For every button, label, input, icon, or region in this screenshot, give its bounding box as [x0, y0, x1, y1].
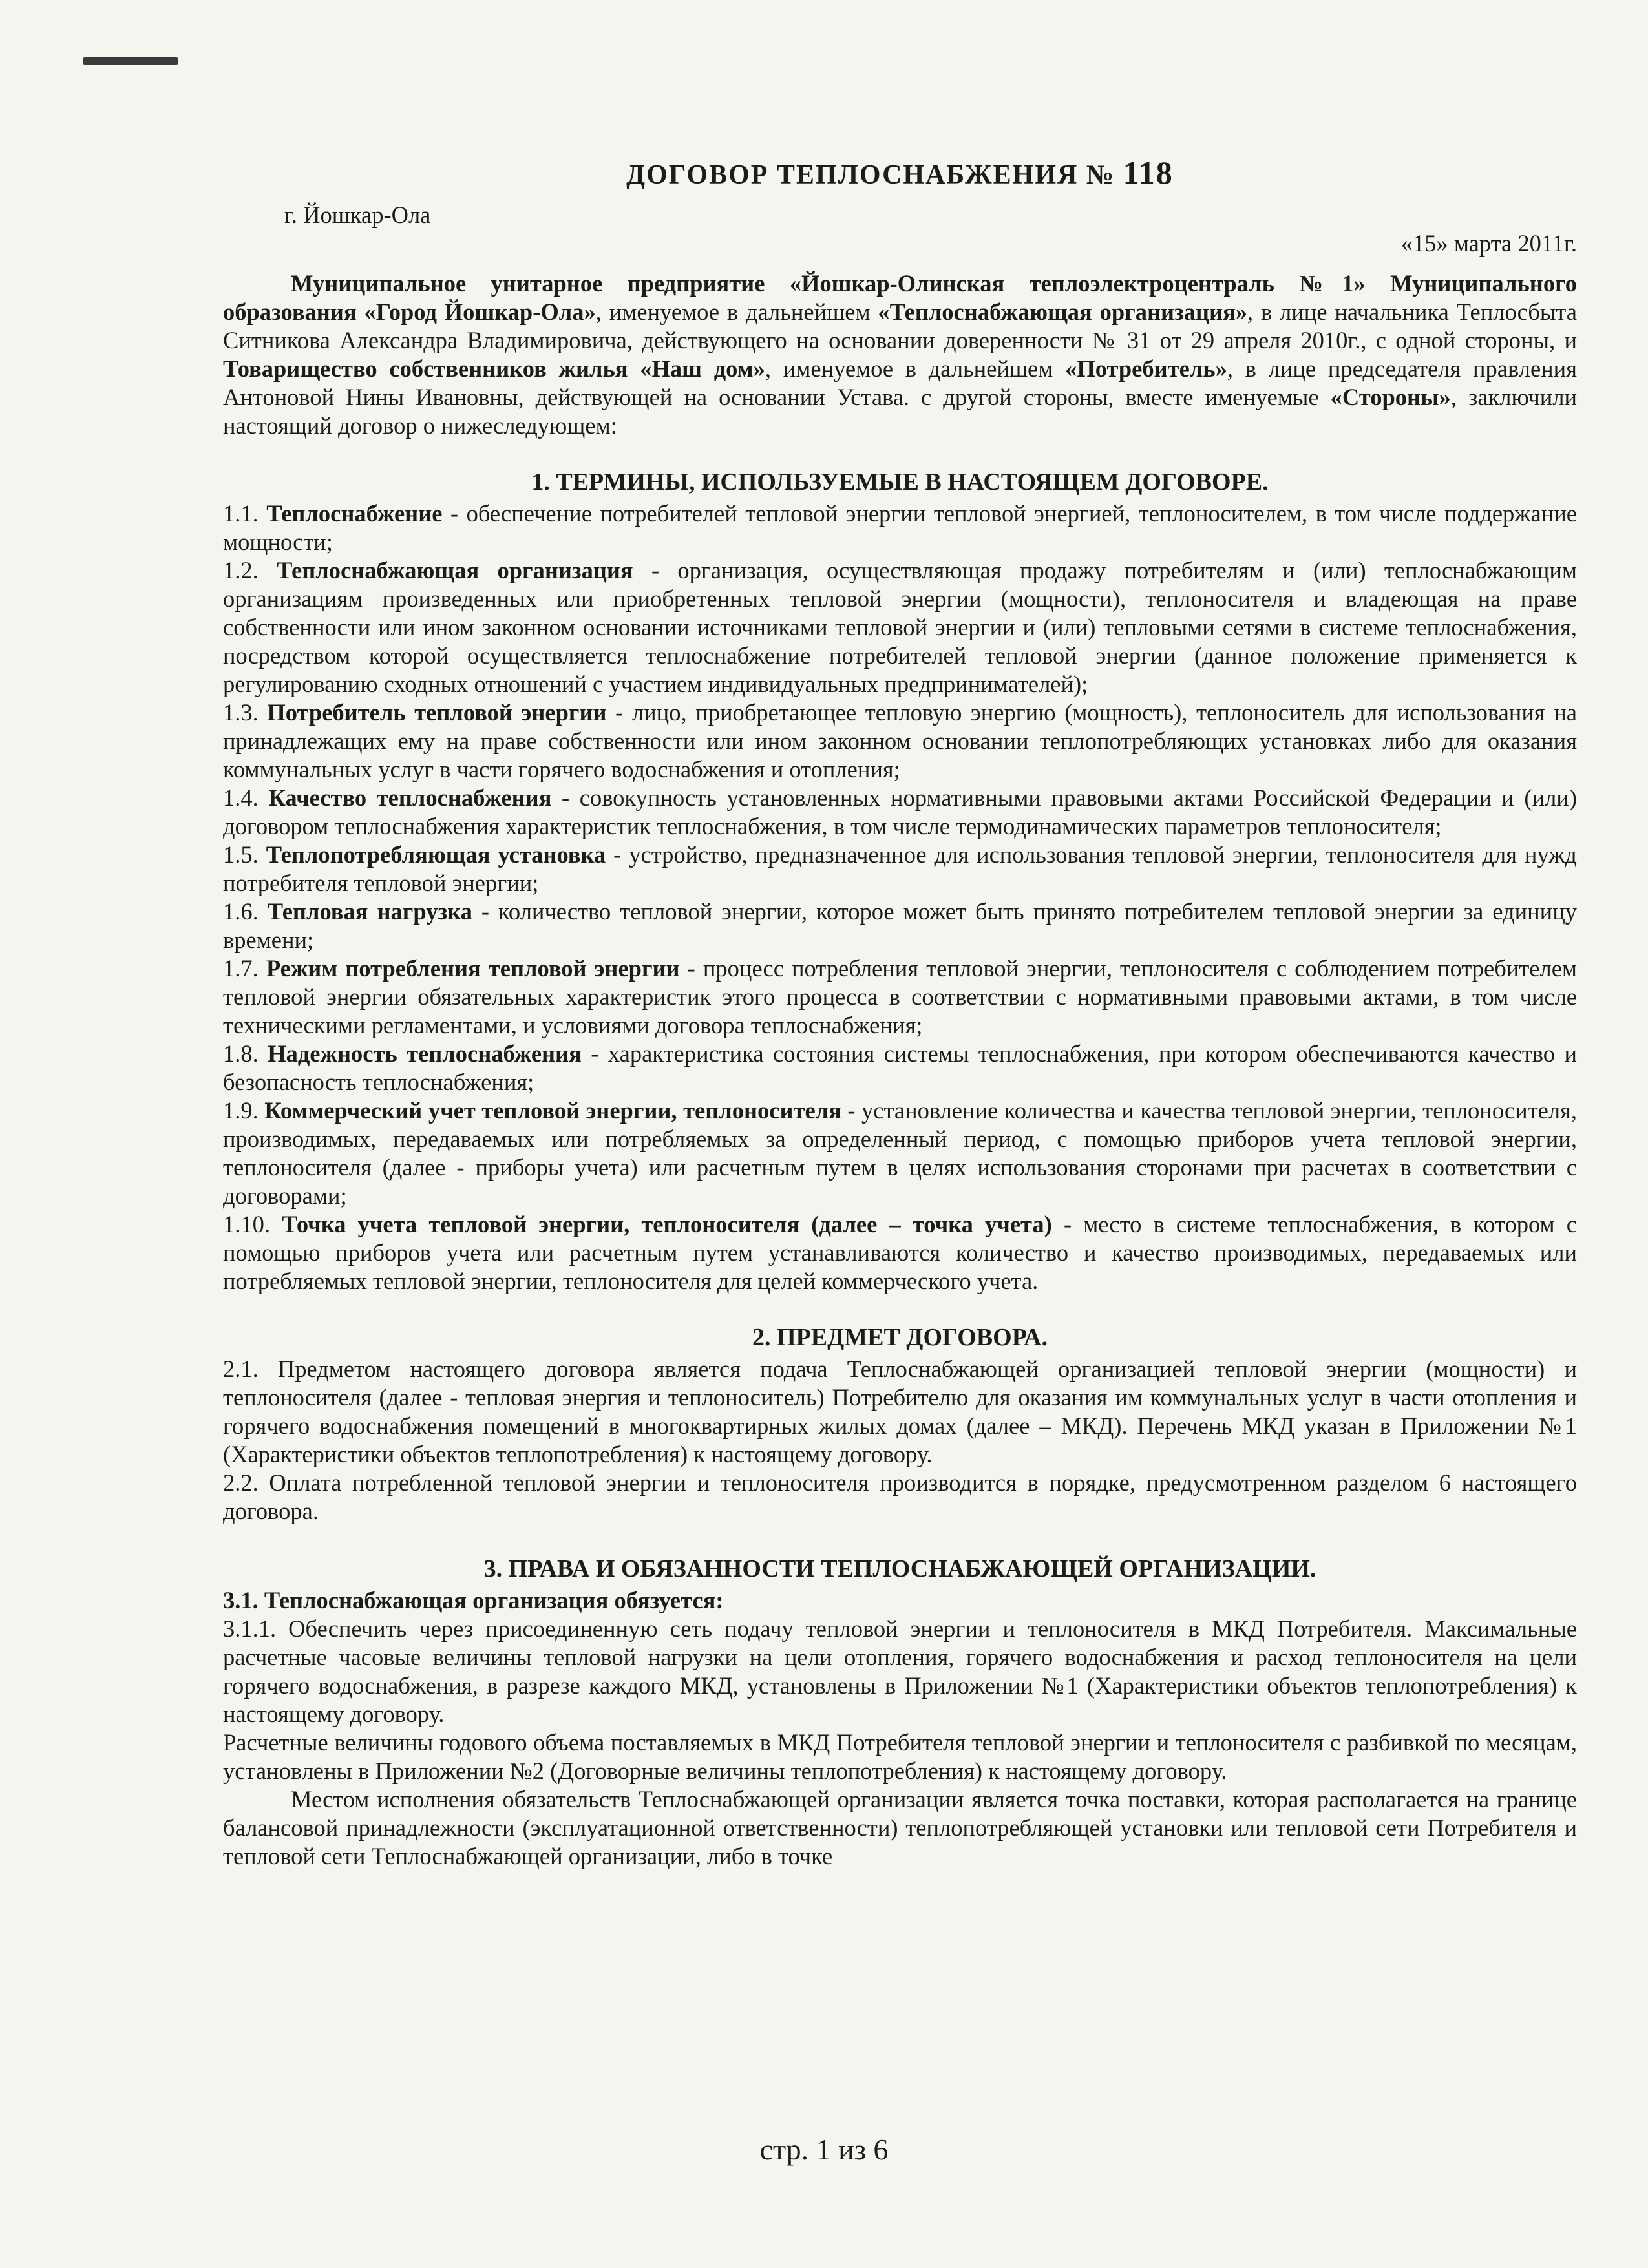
term-name: Надежность теплоснабжения — [268, 1040, 582, 1067]
term-item — [223, 1097, 1577, 1210]
org-name: Муниципальное унитарное предприятие «Йошкар-Олинская теплоэлектроцентраль №1» Муниципального образования «Город Йошкар-Ола» — [223, 270, 1577, 325]
term-definition: - количество тепловой энергии, которое может быть принято потребителем тепловой энергии за единицу времени; — [223, 898, 1577, 953]
term-name: Тепловая нагрузка — [267, 898, 472, 925]
term-item — [223, 784, 1577, 841]
term-item — [223, 841, 1577, 898]
clause-2-1: 2.1. Предметом настоящего договора является подача Теплоснабжающей организацией тепловой энергии (мощности) и теплоносителя (далее - тепловая энергия и теплоноситель) Потребителю для оказания им коммунальных услуг в части отопления и горячего водоснабжения помещений в многоквартирных жилых домах (далее – МКД). Перечень МКД указан в Приложении №1 (Характеристики объектов теплопотребления) к настоящему договору. — [223, 1356, 1577, 1467]
term-definition: - место в системе теплоснабжения, в котором с помощью приборов учета или расчетным путем устанавливаются количество и качество производимых, передаваемых или потребляемых тепловой энергии, теплоносителя для целей коммерческого учета. — [223, 1211, 1577, 1294]
term-definition: - обеспечение потребителей тепловой энергии тепловой энергией, теплоносителем, в том числе поддержание мощности; — [223, 500, 1577, 555]
term-name: Теплопотребляющая установка — [266, 841, 606, 868]
preamble-text-2: , в лице начальника Теплосбыта Ситникова Александра Владимировича, действующего на основании доверенности № 31 от 29 апреля 2010г., с одной стороны, и — [223, 299, 1577, 353]
term-definition: - процесс потребления тепловой энергии, теплоносителя с соблюдением потребителем тепловой энергии обязательных характеристик этого процесса в соответствии с нормативными правовыми актами, в том числе техническими регламентами, и условиями договора теплоснабжения; — [223, 955, 1577, 1038]
term-item — [223, 898, 1577, 954]
contract-number: 118 — [1123, 154, 1174, 191]
term-number: 1.2. — [223, 557, 277, 583]
term-definition: - лицо, приобретающее тепловую энергию (мощность), теплоноситель для использования на принадлежащих ему на праве собственности или ином законном основании теплопотребляющих установках либо для оказания коммунальных услуг в части горячего водоснабжения и отопления; — [223, 699, 1578, 782]
parties-term: «Стороны» — [1330, 384, 1451, 410]
term-name: Теплоснабжающая организация — [277, 557, 633, 583]
preamble — [223, 269, 1577, 440]
preamble-text-5: , заключили настоящий договор о нижеследующем: — [223, 384, 1577, 439]
clause-3-1-1-place: Местом исполнения обязательств Теплоснабжающей организации является точка поставки, которая располагается на границе балансовой принадлежности (эксплуатационной ответственности) теплопотребляющей установки или тепловой сети Потребителя и тепловой сети Теплоснабжающей организации, либо в точке — [223, 1786, 1577, 1869]
term-number: 1.6. — [223, 898, 268, 925]
page-number: стр. 1 из 6 — [759, 2133, 889, 2166]
preamble-text-1: , именуемое в дальнейшем — [595, 299, 878, 325]
term-name: Коммерческий учет тепловой энергии, теплоносителя — [264, 1097, 841, 1124]
clause-2-2: 2.2. Оплата потребленной тепловой энергии и теплоносителя производится в порядке, предусмотренном разделом 6 настоящего договора. — [223, 1469, 1577, 1524]
term-item — [223, 698, 1577, 784]
section-3-heading: 3. ПРАВА И ОБЯЗАННОСТИ ТЕПЛОСНАБЖАЮЩЕЙ ОРГАНИЗАЦИИ. — [483, 1555, 1316, 1582]
term-item — [223, 556, 1577, 698]
city: г. Йошкар-Ола — [284, 202, 431, 228]
term-number: 1.8. — [223, 1040, 268, 1067]
term-name: Режим потребления тепловой энергии — [266, 955, 680, 982]
clause-3-1-1: 3.1.1. Обеспечить через присоединенную сеть подачу тепловой энергии и теплоносителя в МКД Потребителя. Максимальные расчетные часовые величины тепловой нагрузки на цели отопления, горячего водоснабжения и расход теплоносителя на цели горячего водоснабжения, в разрезе каждого МКД, установлены в Приложении №1 (Характеристики объектов теплопотребления) к настоящему договору. — [223, 1615, 1577, 1727]
term-name: Качество теплоснабжения — [268, 784, 552, 811]
term-name: Теплоснабжение — [266, 500, 443, 527]
section-1-heading: 1. ТЕРМИНЫ, ИСПОЛЬЗУЕМЫЕ В НАСТОЯЩЕМ ДОГОВОРЕ. — [531, 468, 1269, 496]
term-number: 1.10. — [223, 1211, 282, 1237]
document-title — [223, 154, 1577, 191]
term-item — [223, 1040, 1577, 1097]
term-definition: - установление количества и качества тепловой энергии, теплоносителя, производимых, передаваемых или потребляемых за определенный период, с помощью приборов учета тепловой энергии, теплоносителя (далее - приборы учета) или расчетным путем в целях использования сторонами при расчетах в соответствии с договорами; — [223, 1097, 1577, 1209]
document-page — [223, 145, 1577, 1871]
term-item — [223, 1210, 1577, 1296]
section-2-heading: 2. ПРЕДМЕТ ДОГОВОРА. — [752, 1324, 1048, 1351]
term-name: Точка учета тепловой энергии, теплоносителя (далее – точка учета) — [282, 1211, 1052, 1237]
term-name: Потребитель тепловой энергии — [267, 699, 607, 726]
section-1-terms — [223, 499, 1577, 1296]
term-definition: - характеристика состояния системы теплоснабжения, при котором обеспечиваются качество и безопасность теплоснабжения; — [223, 1040, 1578, 1095]
org-role: «Теплоснабжающая организация» — [878, 299, 1248, 325]
term-number: 1.7. — [223, 955, 266, 982]
preamble-text-3: , именуемое в дальнейшем — [765, 355, 1066, 382]
term-number: 1.1. — [223, 500, 267, 527]
contract-date: «15» марта 2011г. — [1400, 230, 1577, 257]
city-date-line — [223, 201, 1577, 260]
term-item — [223, 954, 1577, 1040]
term-number: 1.3. — [223, 699, 268, 726]
term-definition: - совокупность установленных нормативными правовыми актами Российской Федерации и (или) договором теплоснабжения характеристик теплоснабжения, в том числе термодинамических параметров теплоносителя; — [223, 784, 1577, 839]
title-prefix: ДОГОВОР ТЕПЛОСНАБЖЕНИЯ № — [626, 160, 1115, 190]
consumer-name: Товарищество собственников жилья «Наш дом» — [223, 355, 765, 382]
term-number: 1.4. — [223, 784, 269, 811]
term-item — [223, 499, 1577, 556]
term-definition: - устройство, предназначенное для использования тепловой энергии, теплоносителя для нужд потребителя тепловой энергии; — [223, 841, 1578, 896]
term-number: 1.5. — [223, 841, 266, 868]
term-number: 1.9. — [223, 1097, 265, 1124]
term-definition: - организация, осуществляющая продажу потребителям и (или) теплоснабжающим организациям произведенных или приобретенных тепловой энергии (мощности), теплоносителя и владеющая на праве собственности или ином законном основании источниками тепловой энергии и (или) тепловыми сетями в системе теплоснабжения, посредством которой осуществляется теплоснабжение потребителей тепловой энергии (данное положение применяется к регулированию сходных отношений с участием индивидуальных предпринимателей); — [223, 557, 1577, 697]
consumer-role: «Потребитель» — [1065, 355, 1227, 382]
clause-3-1-1-volumes: Расчетные величины годового объема поставляемых в МКД Потребителя тепловой энергии и теплоносителя с разбивкой по месяцам, установлены в Приложении №2 (Договорные величины теплопотребления) к настоящему договору. — [223, 1729, 1577, 1784]
scan-artifact-mark — [83, 57, 178, 65]
preamble-text-4: , в лице председателя правления Антоновой Нины Ивановны, действующей на основании Устава. с другой стороны, вместе именуемые — [223, 355, 1578, 410]
clause-3-1-heading: 3.1. Теплоснабжающая организация обязуется: — [223, 1587, 724, 1613]
